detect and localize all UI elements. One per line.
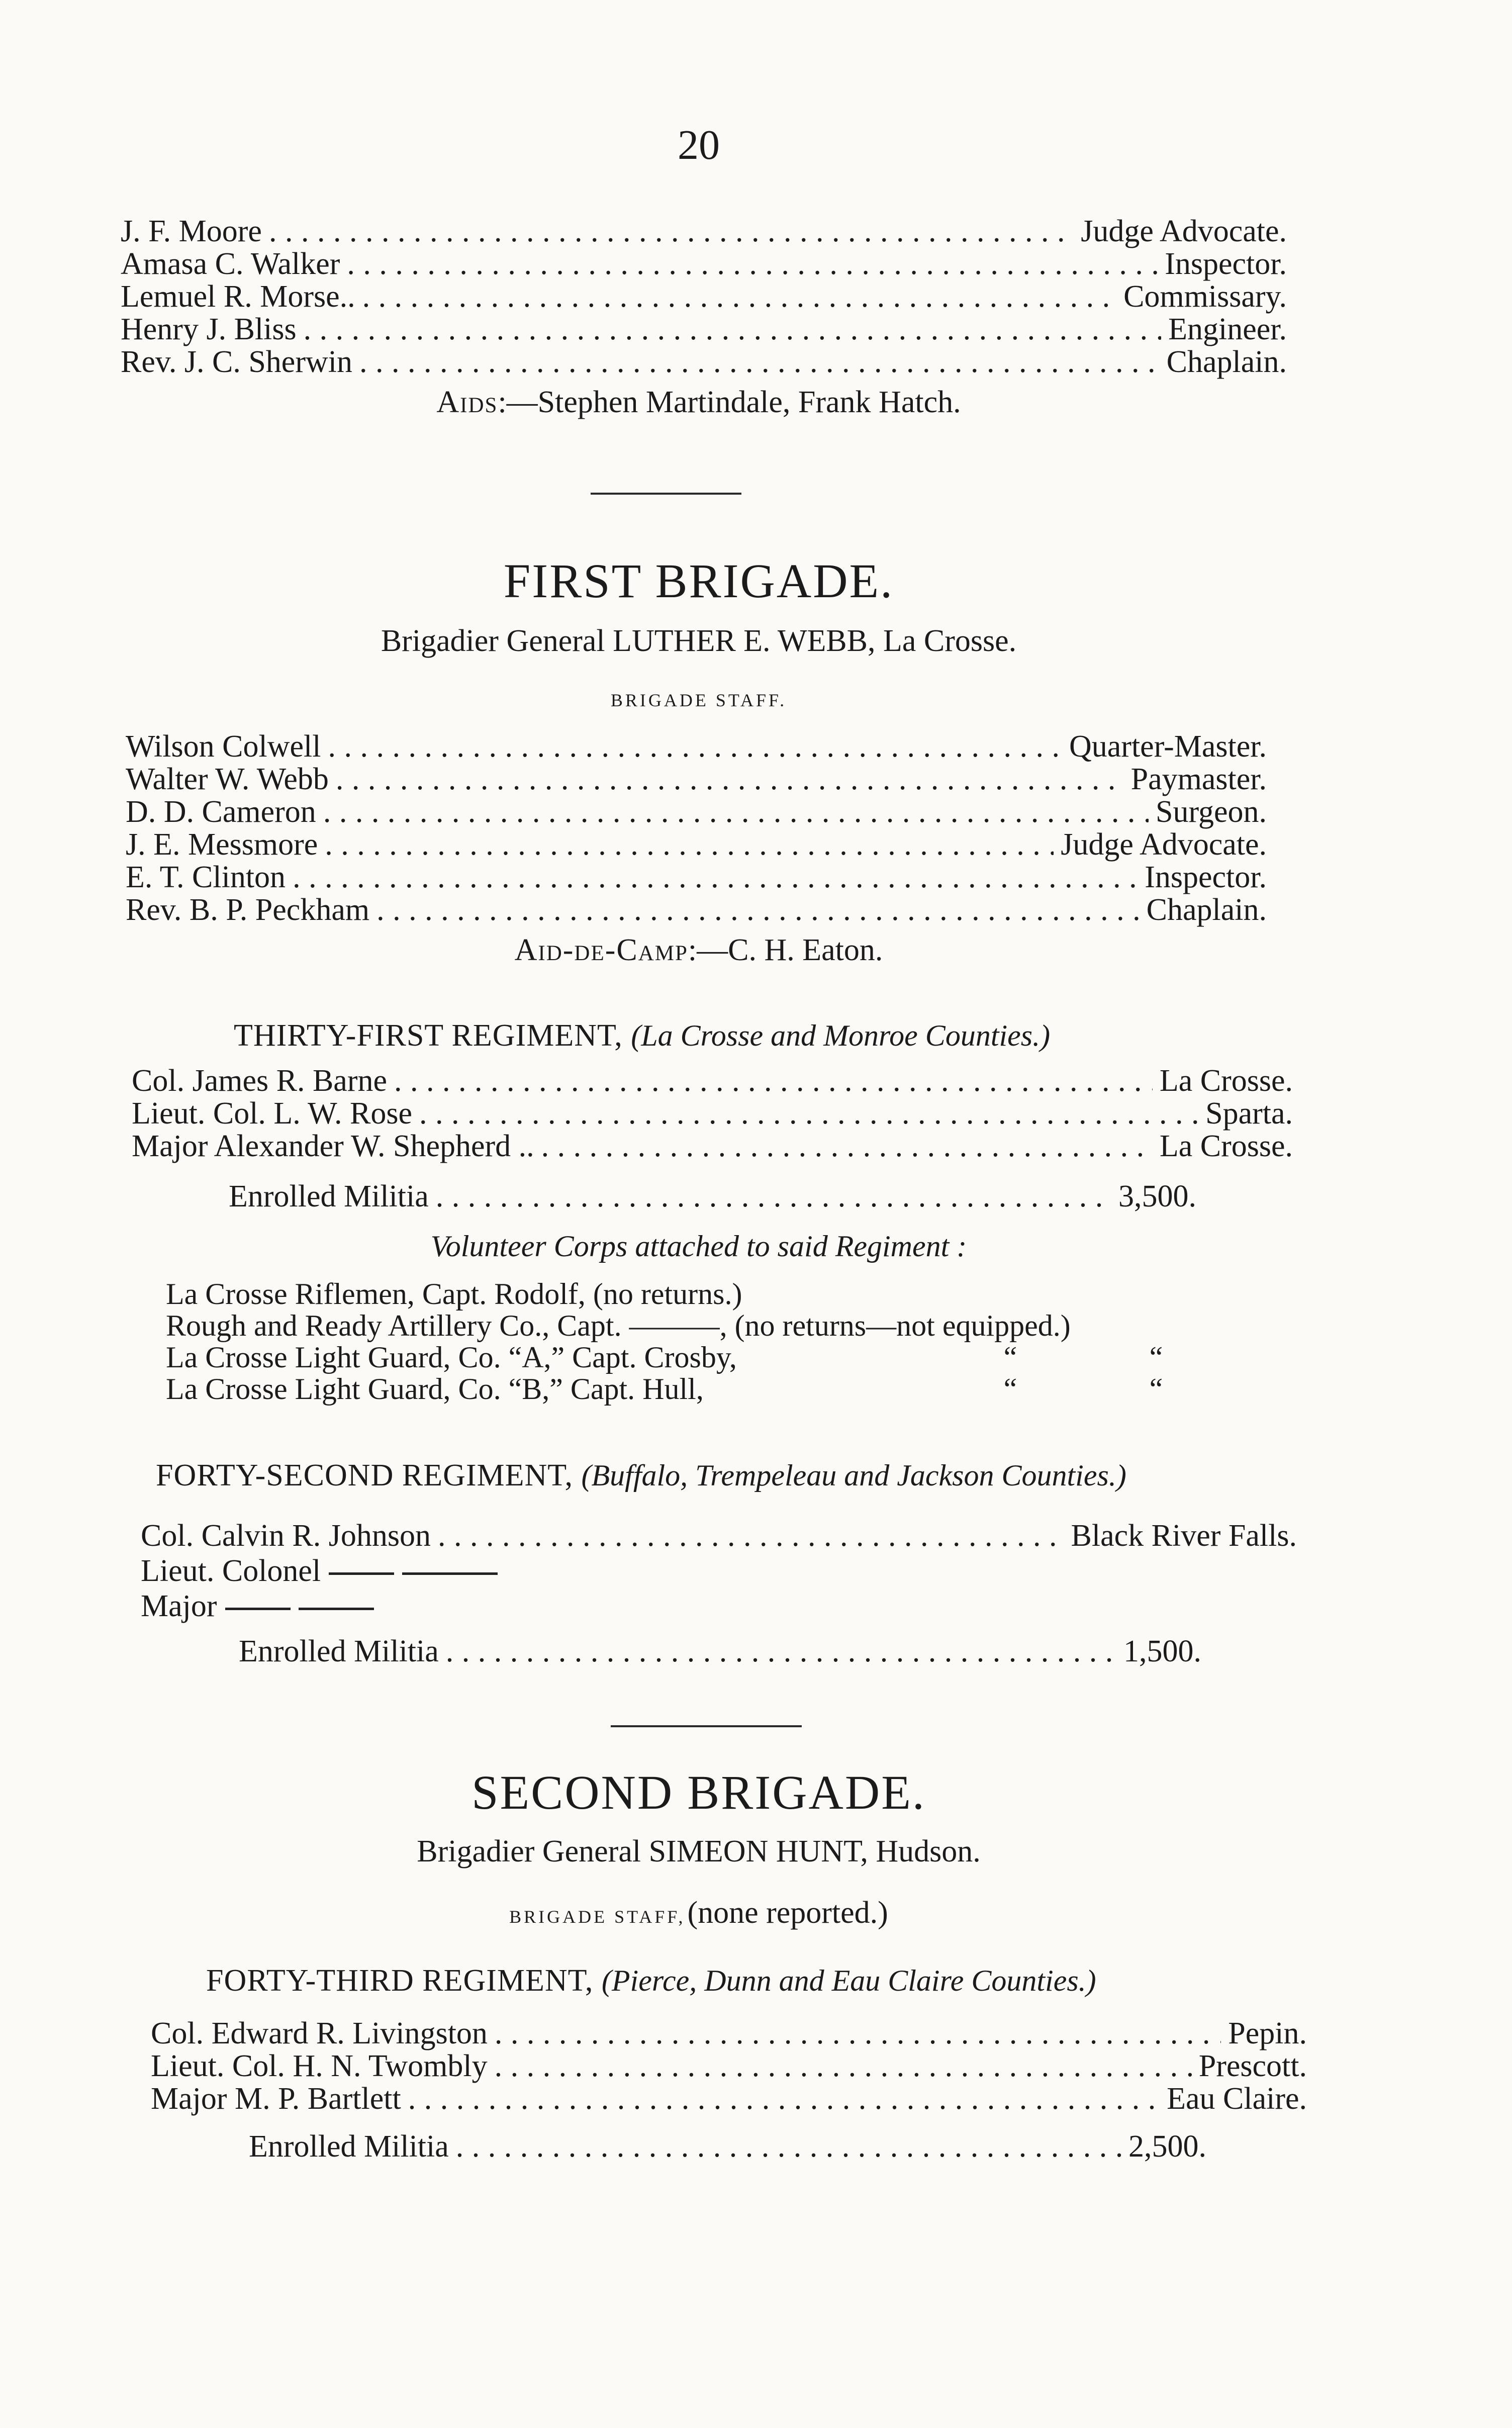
staff-role: Quarter-Master. <box>1069 729 1267 764</box>
blank-dash <box>225 1608 291 1610</box>
leader-dots <box>269 214 1074 249</box>
staff-row <box>121 214 1287 249</box>
brigade-general: Brigadier General LUTHER E. WEBB, La Crosse. <box>381 624 1017 658</box>
ditto-mark: “ <box>1003 1341 1017 1374</box>
volunteer-company: La Crosse Light Guard, Co. “A,” Capt. Crosby, <box>166 1341 737 1374</box>
ditto-mark: “ <box>1149 1341 1163 1374</box>
officer-place: Sparta. <box>1205 1096 1293 1131</box>
officer-place: La Crosse. <box>1159 1064 1293 1098</box>
officer-name: Col. Edward R. Livingston <box>151 2016 488 2050</box>
aids-line <box>0 385 1397 420</box>
leader-dots <box>495 2016 1221 2051</box>
leader-dots <box>419 1096 1198 1131</box>
enrolled-label: Enrolled Militia <box>239 1634 439 1668</box>
staff-role: Inspector. <box>1165 247 1287 281</box>
leader-dots <box>325 827 1054 862</box>
officer-place: Eau Claire. <box>1167 2082 1307 2116</box>
staff-row <box>121 279 1287 314</box>
brigade-general: Brigadier General SIMEON HUNT, Hudson. <box>417 1834 981 1869</box>
regiment-title: FORTY-SECOND REGIMENT, <box>156 1458 574 1492</box>
staff-row <box>126 860 1267 895</box>
officer-place: Prescott. <box>1198 2049 1307 2083</box>
leader-dots <box>394 1063 1153 1098</box>
staff-role: Judge Advocate. <box>1081 214 1287 248</box>
officer-name: Col. James R. Barne <box>132 1064 387 1098</box>
officer-row <box>151 2016 1307 2051</box>
staff-name: Lemuel R. Morse.. <box>121 279 355 314</box>
staff-name: Wilson Colwell <box>126 729 321 764</box>
officer-name: Lieut. Col. L. W. Rose <box>132 1096 412 1131</box>
officer-name: Major Alexander W. Shepherd .. <box>132 1129 534 1163</box>
enrolled-label: Enrolled Militia <box>229 1179 429 1213</box>
lieut-colonel-row <box>141 1553 498 1589</box>
staff-row <box>126 762 1267 797</box>
officer-name: Major M. P. Bartlett <box>151 2082 401 2116</box>
regiment-title: FORTY-THIRD REGIMENT, <box>206 1964 594 1998</box>
regiment-heading <box>234 1018 1050 1054</box>
brigade-title: SECOND BRIGADE. <box>471 1765 926 1819</box>
officer-name: Lieut. Col. H. N. Twombly <box>151 2049 488 2083</box>
regiment-counties: (Pierce, Dunn and Eau Claire Counties.) <box>601 1964 1096 1997</box>
blank-dash <box>402 1572 498 1575</box>
aid-de-camp-line <box>0 932 1397 968</box>
leader-dots <box>304 312 1161 347</box>
officer-row <box>151 2081 1307 2116</box>
staff-row <box>126 729 1267 764</box>
blank-dash <box>299 1608 374 1610</box>
blank-dash <box>329 1572 394 1575</box>
section-divider <box>611 1725 802 1727</box>
staff-row <box>126 827 1267 862</box>
brigade-staff-header: BRIGADE STAFF, <box>509 1907 686 1927</box>
officer-row <box>151 2048 1307 2084</box>
staff-row <box>126 794 1267 829</box>
staff-name: Walter W. Webb <box>126 762 329 796</box>
staff-row <box>121 344 1287 380</box>
ditto-mark: “ <box>1149 1372 1163 1406</box>
leader-dots <box>328 729 1062 764</box>
page-number: 20 <box>678 122 720 168</box>
volunteer-row <box>166 1340 1206 1375</box>
staff-role: Commissary. <box>1123 279 1287 314</box>
leader-dots <box>438 1518 1064 1553</box>
volunteer-company: La Crosse Light Guard, Co. “B,” Capt. Hull, <box>166 1372 704 1406</box>
staff-name: Rev. B. P. Peckham <box>126 893 370 927</box>
staff-role: Chaplain. <box>1146 893 1267 927</box>
aid-de-camp-text: :—C. H. Eaton. <box>688 933 883 967</box>
leader-dots <box>362 279 1116 314</box>
aid-de-camp-label: Aid-de-Camp <box>514 933 688 967</box>
officer-row <box>132 1129 1293 1164</box>
regiment-counties: (La Crosse and Monroe Counties.) <box>631 1019 1051 1052</box>
staff-row <box>121 312 1287 347</box>
regiment-heading <box>206 1963 1096 1999</box>
officer-row <box>132 1096 1293 1131</box>
lieut-colonel-label: Lieut. Colonel <box>141 1554 321 1588</box>
officer-place: La Crosse. <box>1159 1129 1293 1163</box>
staff-role: Judge Advocate. <box>1061 827 1267 862</box>
leader-dots <box>376 892 1140 927</box>
enrolled-value: 3,500. <box>1118 1179 1196 1213</box>
officer-name: Col. Calvin R. Johnson <box>141 1519 431 1553</box>
brigade-title: FIRST BRIGADE. <box>503 554 894 608</box>
enrolled-militia-row <box>249 2129 1206 2164</box>
leader-dots <box>541 1129 1153 1164</box>
ditto-mark: “ <box>1003 1372 1017 1406</box>
staff-name: Amasa C. Walker <box>121 247 340 281</box>
officer-row <box>132 1063 1293 1098</box>
officer-row <box>141 1518 1297 1553</box>
enrolled-militia-row <box>229 1179 1196 1214</box>
staff-name: E. T. Clinton <box>126 860 286 894</box>
staff-name: Rev. J. C. Sherwin <box>121 345 352 379</box>
leader-dots <box>336 762 1124 797</box>
leader-dots <box>436 1179 1111 1214</box>
volunteer-row <box>166 1277 915 1312</box>
staff-role: Engineer. <box>1168 312 1287 346</box>
brigade-staff-note: (none reported.) <box>687 1896 888 1930</box>
enrolled-militia-row <box>239 1634 1201 1669</box>
enrolled-label: Enrolled Militia <box>249 2129 449 2164</box>
leader-dots <box>446 1634 1116 1669</box>
staff-role: Inspector. <box>1145 860 1267 894</box>
leader-dots <box>323 794 1149 829</box>
staff-name: J. F. Moore <box>121 214 262 248</box>
staff-role: Chaplain. <box>1166 345 1287 379</box>
leader-dots <box>293 860 1138 895</box>
regiment-heading <box>156 1458 1126 1493</box>
officer-place: Pepin. <box>1228 2016 1307 2050</box>
leader-dots <box>347 246 1158 282</box>
brigade-staff-line <box>0 1895 1397 1931</box>
staff-row <box>126 892 1267 927</box>
aids-text: :—Stephen Martindale, Frank Hatch. <box>498 385 961 419</box>
leader-dots <box>456 2129 1121 2164</box>
regiment-title: THIRTY-FIRST REGIMENT, <box>234 1018 623 1053</box>
section-divider <box>591 493 741 495</box>
leader-dots <box>408 2081 1160 2116</box>
staff-role: Surgeon. <box>1155 795 1267 829</box>
leader-dots <box>359 344 1160 380</box>
staff-name: D. D. Cameron <box>126 795 316 829</box>
major-label: Major <box>141 1589 217 1623</box>
leader-dots <box>495 2048 1192 2084</box>
regiment-counties: (Buffalo, Trempeleau and Jackson Counties.) <box>581 1459 1126 1492</box>
staff-name: Henry J. Bliss <box>121 312 297 346</box>
enrolled-value: 1,500. <box>1123 1634 1201 1668</box>
major-row <box>141 1589 374 1624</box>
staff-row <box>121 246 1287 282</box>
volunteer-company: La Crosse Riflemen, Capt. Rodolf, (no returns.) <box>166 1277 742 1311</box>
enrolled-value: 2,500. <box>1128 2129 1206 2164</box>
volunteer-row <box>166 1309 1071 1343</box>
officer-place: Black River Falls. <box>1071 1519 1297 1553</box>
brigade-staff-header: BRIGADE STAFF. <box>610 690 787 710</box>
volunteer-row <box>166 1372 1206 1407</box>
aids-label: Aids <box>436 385 498 419</box>
volunteer-header: Volunteer Corps attached to said Regiment : <box>430 1230 967 1263</box>
staff-name: J. E. Messmore <box>126 827 318 862</box>
staff-role: Paymaster. <box>1130 762 1267 796</box>
volunteer-company: Rough and Ready Artillery Co., Capt. ———, (no returns—not equipped.) <box>166 1309 1071 1342</box>
